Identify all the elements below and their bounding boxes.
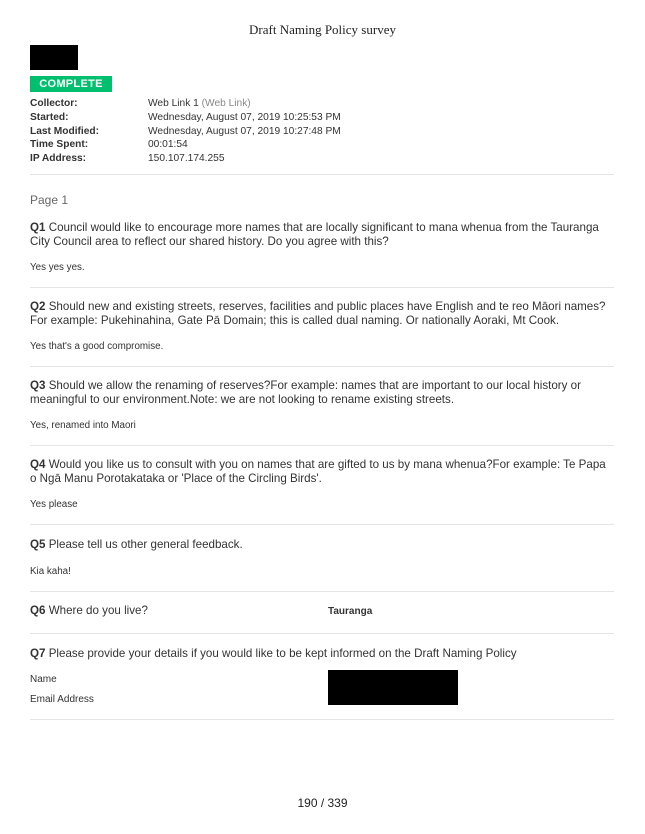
divider <box>30 174 614 175</box>
answer-3: Yes, renamed into Maori <box>30 420 136 431</box>
question-text: Please provide your details if you would like to be kept informed on the Draft Naming Policy <box>45 647 517 660</box>
meta-row-collector <box>30 97 614 111</box>
meta-label: Last Modified: <box>30 125 100 137</box>
question-2 <box>30 300 614 328</box>
answer-6: Tauranga <box>328 606 373 617</box>
question-text: Would you like us to consult with you on names that are gifted to us by mana whenua?For example: Te Papa o Ngā Manu Porotakataka or 'Place of the Circling Birds'. <box>30 458 606 485</box>
answer-5: Kia kaha! <box>30 566 71 577</box>
divider <box>30 591 614 592</box>
answer-4: Yes please <box>30 499 78 510</box>
page-label: Page 1 <box>30 193 69 207</box>
divider <box>30 287 614 288</box>
meta-label: Time Spent: <box>30 139 89 151</box>
collector-type: (Web Link) <box>201 98 251 109</box>
question-number: Q5 <box>30 538 46 551</box>
question-number: Q3 <box>30 379 46 392</box>
question-5 <box>30 538 614 552</box>
meta-row-started <box>30 111 614 125</box>
meta-label: IP Address: <box>30 153 87 165</box>
question-1 <box>30 221 614 249</box>
document-title: Draft Naming Policy survey <box>249 22 396 37</box>
meta-label: Started: <box>30 111 69 123</box>
divider <box>30 633 614 634</box>
meta-row-last-modified <box>30 125 614 139</box>
question-number: Q6 <box>30 604 46 617</box>
question-text: Council would like to encourage more names that are locally significant to mana whenua from the Tauranga City Council area to reflect our shared history. Do you agree with this? <box>30 221 599 248</box>
question-7 <box>30 647 614 661</box>
meta-value: Wednesday, August 07, 2019 10:27:48 PM <box>148 125 341 137</box>
divider <box>30 524 614 525</box>
meta-value: Wednesday, August 07, 2019 10:25:53 PM <box>148 111 341 123</box>
answer-1: Yes yes yes. <box>30 262 85 273</box>
meta-value: 150.107.174.255 <box>148 153 225 165</box>
question-text: Should new and existing streets, reserves, facilities and public places have English and te reo Māori names?For example: Pukehinahina, Gate Pā Domain; this is called dual naming. Or nationally Aoraki, Mt Cook. <box>30 300 606 327</box>
field-label-email: Email Address <box>30 694 94 705</box>
collector-link: Web Link 1 <box>148 98 199 109</box>
meta-label: Collector: <box>30 98 78 109</box>
question-text: Should we allow the renaming of reserves?For example: names that are important to our local history or meaningful to our environment.Note: we are not looking to rename existing streets. <box>30 379 581 406</box>
question-3 <box>30 379 614 407</box>
question-number: Q2 <box>30 300 46 313</box>
divider <box>30 366 614 367</box>
meta-row-ip-address <box>30 152 614 166</box>
meta-value: 00:01:54 <box>148 139 188 151</box>
divider <box>30 445 614 446</box>
status-badge: COMPLETE <box>30 76 112 92</box>
redacted-logo <box>30 45 78 70</box>
question-number: Q1 <box>30 221 46 234</box>
redacted-contact-details <box>328 670 458 705</box>
divider <box>30 719 614 720</box>
field-label-name: Name <box>30 674 57 685</box>
meta-value <box>148 97 251 111</box>
question-text: Please tell us other general feedback. <box>45 538 243 551</box>
page-number: 190 / 339 <box>297 796 348 810</box>
question-number: Q7 <box>30 647 46 660</box>
question-number: Q4 <box>30 458 46 471</box>
question-text: Where do you live? <box>45 604 148 617</box>
answer-2: Yes that's a good compromise. <box>30 341 164 352</box>
question-6 <box>30 604 614 618</box>
response-metadata <box>30 97 614 166</box>
question-4 <box>30 458 614 486</box>
meta-row-time-spent <box>30 138 614 152</box>
